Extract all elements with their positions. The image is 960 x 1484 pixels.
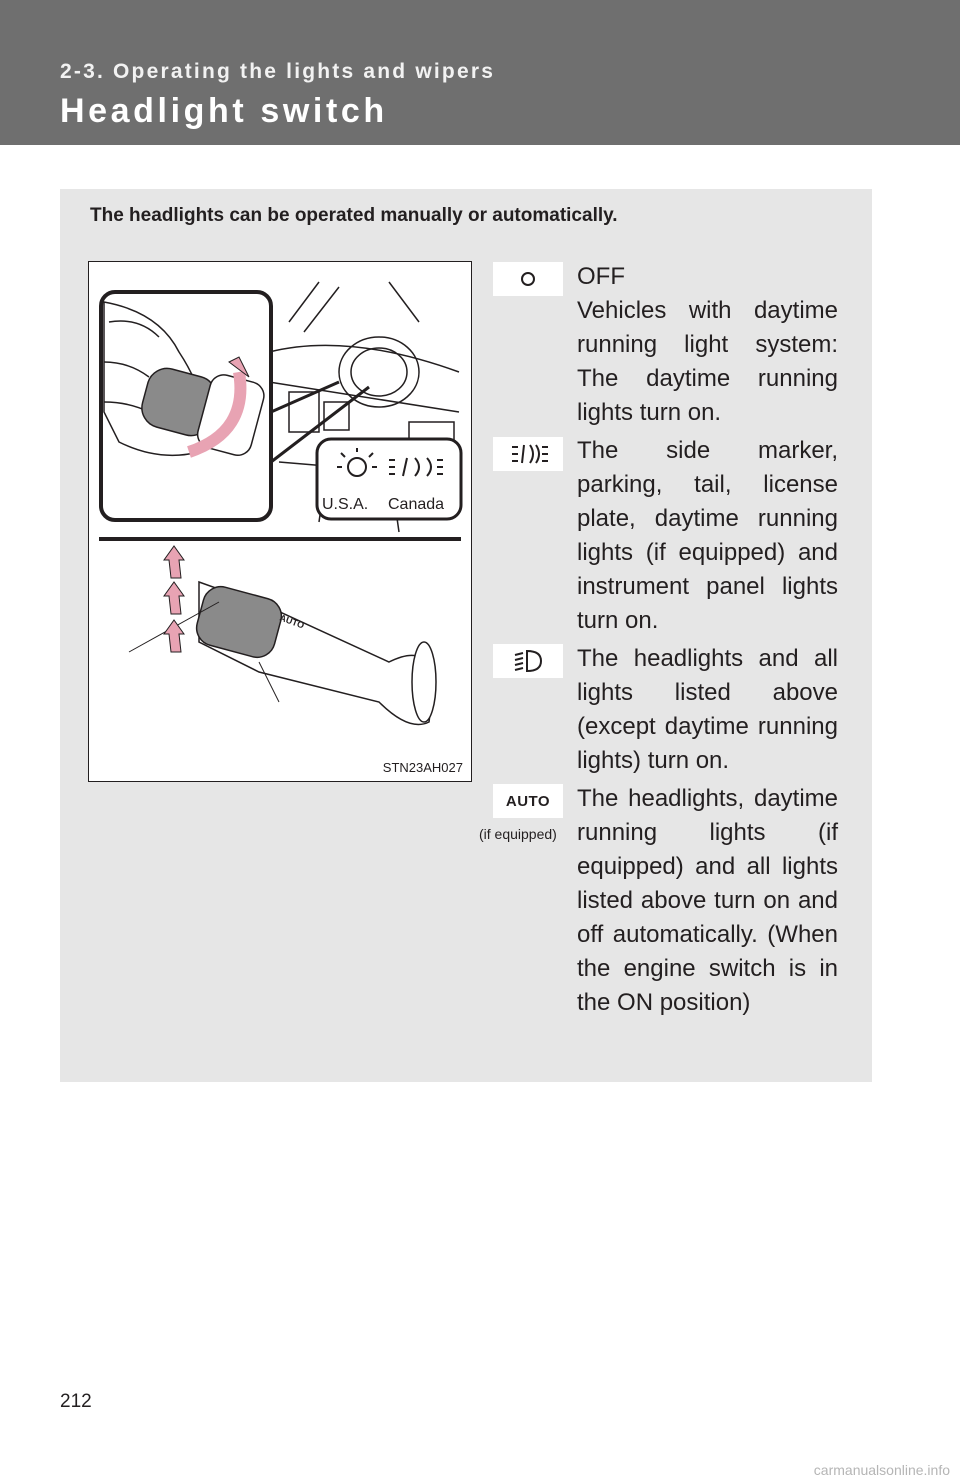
headlight-description: The headlights and all lights listed above (except daytime running lights) turn on. [577, 645, 838, 774]
watermark: carmanualsonline.info [813, 1462, 950, 1478]
if-equipped-note: (if equipped) [479, 826, 557, 842]
off-label: OFF [577, 263, 625, 290]
headlight-icon [511, 648, 545, 674]
off-position-icon-box [493, 262, 563, 296]
parking-lights-icon [506, 441, 550, 467]
auto-icon-label: AUTO [505, 792, 551, 810]
headlight-switch-illustration [88, 261, 472, 782]
parking-position-icon-box [493, 437, 563, 471]
section-title: 2-3. Operating the lights and wipers [60, 60, 496, 83]
page-number: 212 [60, 1391, 92, 1412]
label-canada: Canada [388, 496, 445, 513]
parking-description: The side marker, parking, tail, license plate, daytime running lights (if equipped) and instrument panel lights turn on. [577, 437, 838, 634]
label-usa: U.S.A. [322, 496, 369, 513]
intro-text: The headlights can be operated manually or automatically. [90, 205, 618, 226]
off-description [577, 260, 838, 430]
auto-description: The headlights, daytime running lights (if equipped) and all lights listed above turn on and off automatically. (When the engine switch is in the ON position) [577, 785, 838, 1016]
section-header [0, 0, 960, 145]
figure-code: STN23AH027 [382, 760, 463, 775]
stalk-auto-label: AUTO [278, 612, 306, 631]
illustration-drawing [89, 262, 472, 782]
off-circle-icon [518, 269, 538, 289]
auto-position-icon-box [493, 784, 563, 818]
off-text: Vehicles with daytime running light system: The daytime running lights turn on. [577, 297, 838, 426]
page-title: Headlight switch [60, 92, 388, 130]
headlight-position-icon-box [493, 644, 563, 678]
